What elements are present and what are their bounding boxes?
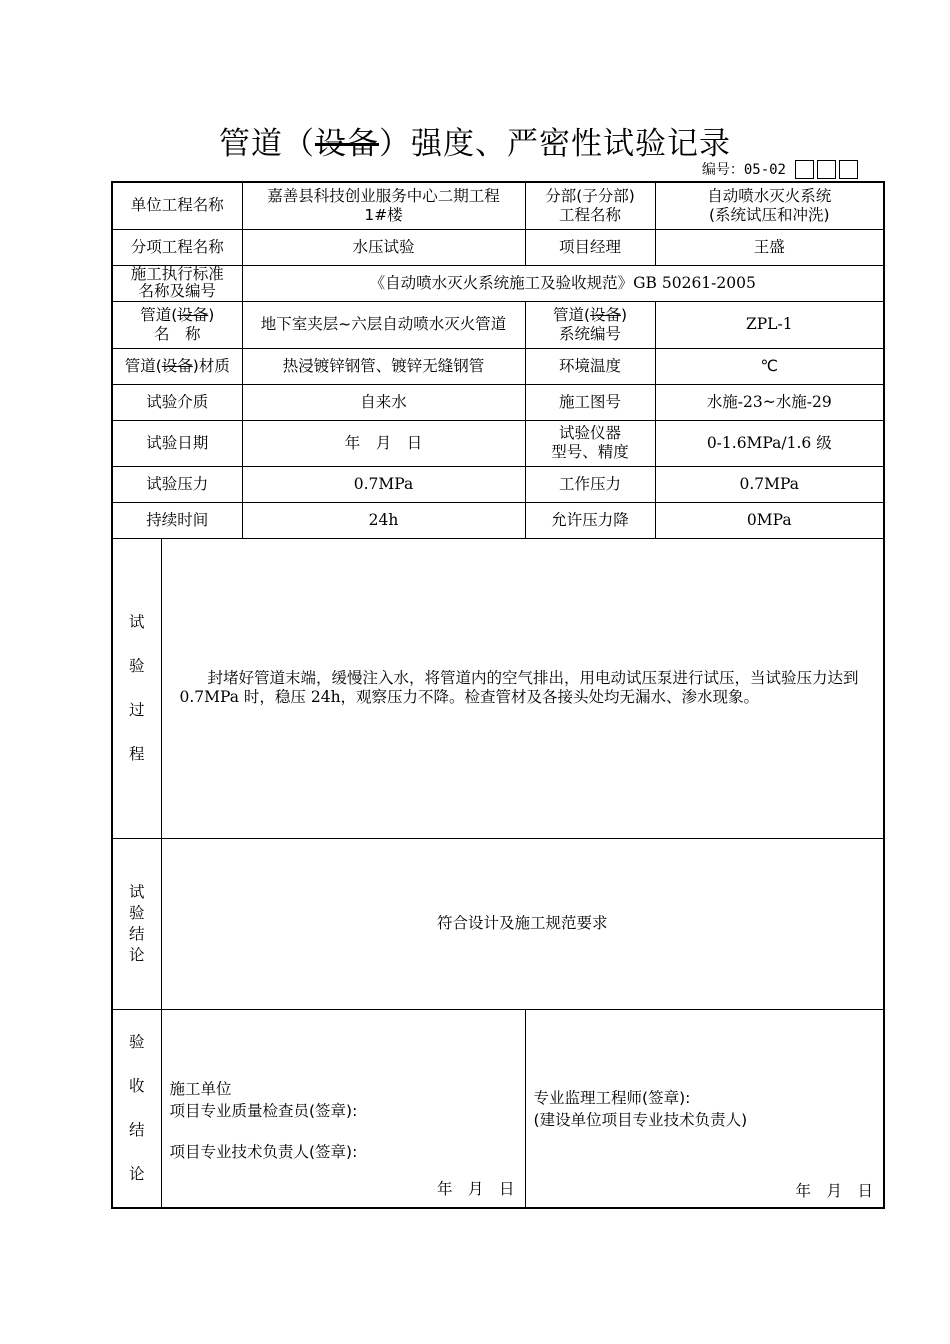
table-row (112, 182, 884, 229)
material-value: 热浸镀锌钢管、镀锌无缝钢管 (242, 348, 525, 384)
quality-inspector-signature-line: 项目专业质量检查员(签章): (169, 1101, 358, 1120)
system-no-label: 管道(设备) 系统编号 (525, 301, 655, 348)
drawing-no-label: 施工图号 (525, 384, 655, 420)
table-row (112, 265, 884, 301)
table-row (112, 466, 884, 502)
medium-value: 自来水 (242, 384, 525, 420)
process-label: 试 验 过 程 (112, 538, 161, 838)
technical-lead-signature-line: 项目专业技术负责人(签章): (169, 1142, 358, 1161)
conclusion-label: 试 验 结 论 (112, 838, 161, 1009)
conclusion-text: 符合设计及施工规范要求 (161, 838, 884, 1009)
construction-date: 年 月 日 (437, 1179, 515, 1198)
item-project-label: 分项工程名称 (112, 229, 242, 265)
table-row (112, 838, 884, 1009)
subdivision-label: 分部(子分部) 工程名称 (525, 182, 655, 229)
allowed-drop-value: 0MPa (655, 502, 884, 538)
instrument-label: 试验仪器 型号、精度 (525, 420, 655, 466)
work-pressure-value: 0.7MPa (655, 466, 884, 502)
item-project-value: 水压试验 (242, 229, 525, 265)
test-pressure-label: 试验压力 (112, 466, 242, 502)
table-row (112, 538, 884, 838)
env-temp-label: 环境温度 (525, 348, 655, 384)
supervision-date: 年 月 日 (795, 1181, 874, 1200)
document-code (702, 158, 858, 180)
pipe-name-value: 地下室夹层~六层自动喷水灭火管道 (242, 301, 525, 348)
process-content (161, 538, 884, 838)
construction-unit-label: 施工单位 (169, 1079, 232, 1098)
table-row (112, 420, 884, 466)
table-row (112, 348, 884, 384)
allowed-drop-label: 允许压力降 (525, 502, 655, 538)
title-strikethrough-text: 设备 (315, 126, 379, 162)
drawing-no-value: 水施-23~水施-29 (655, 384, 884, 420)
instrument-value: 0-1.6MPa/1.6 级 (655, 420, 884, 466)
material-label: 管道(设备)材质 (112, 348, 242, 384)
table-row (112, 229, 884, 265)
acceptance-label: 验 收 结 论 (112, 1009, 161, 1208)
project-manager-value: 王盛 (655, 229, 884, 265)
duration-value: 24h (242, 502, 525, 538)
standard-label: 施工执行标准 名称及编号 (112, 265, 242, 301)
standard-value: 《自动喷水灭火系统施工及验收规范》GB 50261-2005 (242, 265, 884, 301)
table-row (112, 502, 884, 538)
system-no-value: ZPL-1 (655, 301, 884, 348)
process-text: 封堵好管道末端，缓慢注入水，将管道内的空气排出，用电动试压泵进行试压，当试验压力达到 0.7MPa 时，稳压 24h，观察压力不降。检查管材及各接头处均无漏水、渗水现象。 (179, 669, 859, 706)
test-pressure-value: 0.7MPa (242, 466, 525, 502)
supervision-engineer-signature-line: 专业监理工程师(签章): (533, 1088, 691, 1107)
table-row (112, 384, 884, 420)
owner-technical-lead-line: (建设单位项目专业技术负责人) (533, 1110, 748, 1129)
subdivision-value: 自动喷水灭火系统 (系统试压和冲洗) (655, 182, 884, 229)
table-row (112, 1009, 884, 1208)
unit-project-value: 嘉善县科技创业服务中心二期工程 1#楼 (242, 182, 525, 229)
page-title: 管道（设备）强度、严密性试验记录 (219, 126, 731, 162)
medium-label: 试验介质 (112, 384, 242, 420)
unit-project-label: 单位工程名称 (112, 182, 242, 229)
supervision-signature (525, 1009, 884, 1208)
construction-unit-signature (161, 1009, 525, 1208)
duration-label: 持续时间 (112, 502, 242, 538)
code-box (795, 160, 814, 179)
test-record-table (111, 181, 885, 1209)
document-code-label: 编号：05-02 (701, 162, 786, 178)
pipe-name-label: 管道(设备) 名 称 (112, 301, 242, 348)
work-pressure-label: 工作压力 (525, 466, 655, 502)
env-temp-value: ℃ (655, 348, 884, 384)
code-box (817, 160, 836, 179)
test-date-value: 年 月 日 (242, 420, 525, 466)
test-date-label: 试验日期 (112, 420, 242, 466)
table-row (112, 301, 884, 348)
code-box (839, 160, 858, 179)
project-manager-label: 项目经理 (525, 229, 655, 265)
